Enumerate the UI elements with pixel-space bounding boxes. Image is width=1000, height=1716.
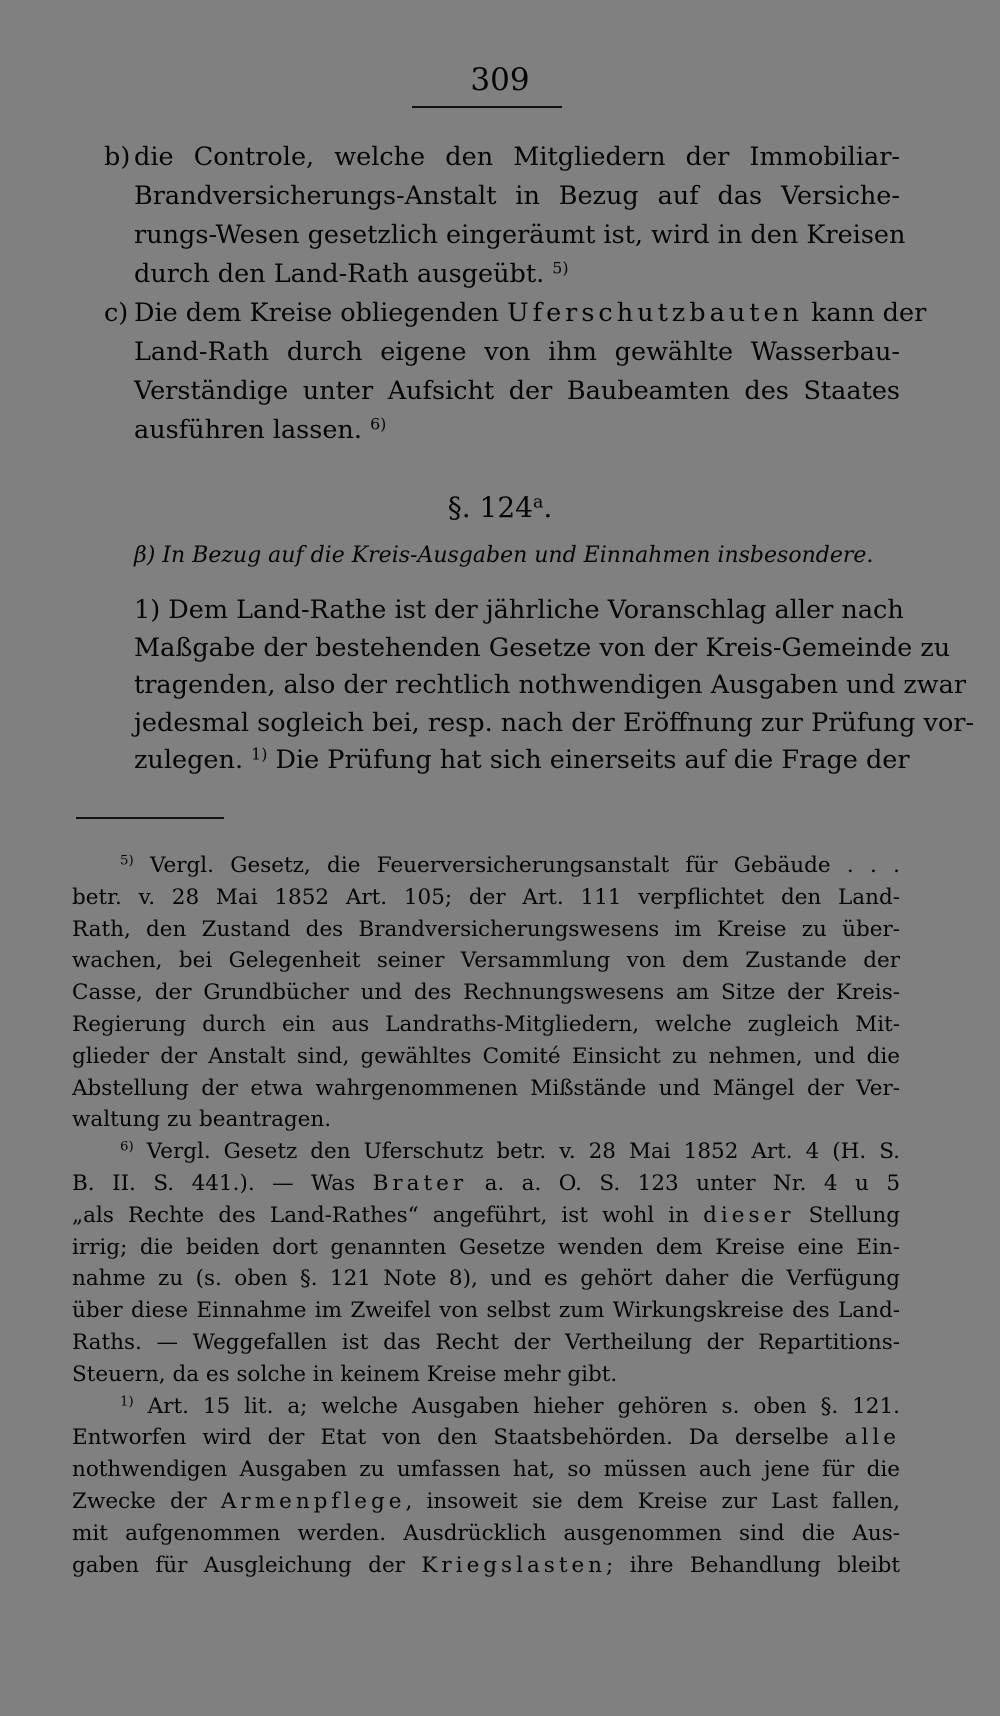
text-line: wachen, bei Gelegenheit seiner Versammlung von dem Zustande der xyxy=(72,948,900,974)
text-segment: B. II. S. 441.). — Was xyxy=(72,1170,356,1196)
text-line: Abstellung der etwa wahrgenommenen Mißstände und Mängel der Ver- xyxy=(72,1075,900,1101)
emphasized-term: Brater xyxy=(372,1170,468,1196)
text-line: tragenden, also der rechtlich nothwendigen Ausgaben und zwar xyxy=(134,670,967,700)
text-segment: a. a. O. S. 123 unter Nr. 4 u 5 xyxy=(484,1170,901,1196)
emphasized-term: alle xyxy=(844,1425,901,1451)
text-segment: Zwecke der xyxy=(72,1488,207,1514)
text-segment: , insoweit sie dem Kreise zur Last fallen, xyxy=(405,1488,900,1514)
emphasized-term: Armenpflege xyxy=(220,1488,406,1514)
section-heading xyxy=(0,490,1000,526)
text-line xyxy=(72,1168,900,1200)
page-number: 309 xyxy=(470,62,530,98)
text-line: Maßgabe der bestehenden Gesetze von der Kreis-Gemeinde zu xyxy=(134,632,951,663)
text-line: Casse, der Grundbücher und des Rechnungswesens am Sitze der Kreis- xyxy=(72,980,900,1006)
footnote-ref: 6) xyxy=(370,414,387,434)
text-line: Steuern, da es solche in keinem Kreise mehr gibt. xyxy=(72,1361,618,1387)
footnote-number: 5) xyxy=(120,853,134,869)
text-line: nahme zu (s. oben §. 121 Note 8), und es gehört daher die Verfügung xyxy=(72,1266,900,1292)
text-line: die Controle, welche den Mitgliedern der Immobiliar- xyxy=(134,142,900,172)
emphasized-term: Kriegslasten xyxy=(421,1552,607,1578)
footnote-ref: 5) xyxy=(552,258,569,278)
item-marker: b) xyxy=(104,142,131,172)
footnote-number: 6) xyxy=(120,1139,134,1155)
text-line: über diese Einnahme im Zweifel von selbst zum Wirkungskreise des Land- xyxy=(72,1298,900,1324)
text-segment: Stellung xyxy=(808,1202,900,1228)
text-line: Rath, den Zustand des Brandversicherungswesens im Kreise zu über- xyxy=(72,916,900,942)
text-line xyxy=(134,742,910,780)
text-line: mit aufgenommen werden. Ausdrücklich ausgenommen sind die Aus- xyxy=(72,1520,900,1546)
text-segment: Vergl. Gesetz, die Feuerversicherungsanstalt für Gebäude . . . xyxy=(149,853,900,878)
text-line: waltung zu beantragen. xyxy=(72,1107,332,1133)
text-line: nothwendigen Ausgaben zu umfassen hat, so müssen auch jene für die xyxy=(72,1457,900,1483)
text-line: jedesmal sogleich bei, resp. nach der Eröffnung zur Prüfung vor- xyxy=(134,707,975,738)
text-segment: Entworfen wird der Etat von den Staatsbehörden. Da derselbe xyxy=(72,1425,829,1451)
text-segment: „als Rechte des Land-Rathes“ angeführt, ist wohl in xyxy=(72,1202,690,1228)
text-line xyxy=(72,1136,900,1168)
section-suffix: a xyxy=(532,492,544,513)
text-line: betr. v. 28 Mai 1852 Art. 105; der Art. 111 verpflichtet den Land- xyxy=(72,884,900,910)
text-line: glieder der Anstalt sind, gewähltes Comité Einsicht zu nehmen, und die xyxy=(72,1043,900,1069)
emphasized-term: dieser xyxy=(703,1202,795,1228)
footnote-5 xyxy=(72,850,900,1136)
text-line xyxy=(72,1200,900,1232)
footnote-rule xyxy=(76,817,224,819)
footnote-6 xyxy=(72,1136,900,1390)
text-line xyxy=(134,255,900,294)
text-line xyxy=(72,1391,900,1423)
text-line: irrig; die beiden dort genannten Gesetze wenden dem Kreise eine Ein- xyxy=(72,1234,900,1260)
text-segment: Die dem Kreise obliegenden xyxy=(134,298,500,328)
paragraph xyxy=(134,592,975,780)
section-subheading: β) In Bezug auf die Kreis-Ausgaben und Einnahmen insbesondere. xyxy=(134,543,874,568)
main-text xyxy=(98,138,927,450)
text-segment: zulegen. xyxy=(134,745,244,775)
text-segment: ausführen lassen. xyxy=(134,415,362,445)
text-segment: Art. 15 lit. a; welche Ausgaben hieher gehören s. oben §. 121. xyxy=(147,1393,900,1419)
text-segment: gaben für Ausgleichung der xyxy=(72,1552,405,1578)
text-line xyxy=(134,411,900,450)
text-segment: ; ihre Behandlung bleibt xyxy=(606,1552,900,1578)
text-line xyxy=(72,1550,900,1582)
text-line: Regierung durch ein aus Landraths-Mitgliedern, welche zugleich Mit- xyxy=(72,1011,900,1037)
text-line: Verständige unter Aufsicht der Baubeamten des Staates xyxy=(134,376,900,406)
footnote-number: 1) xyxy=(120,1394,134,1410)
emphasized-term: Uferschutzbauten xyxy=(507,298,803,328)
text-segment: durch den Land-Rath ausgeübt. xyxy=(134,259,545,289)
text-segment: kann der xyxy=(811,298,927,328)
header-rule xyxy=(412,106,562,108)
section-period: . xyxy=(543,491,553,524)
text-line: 1) Dem Land-Rathe ist der jährliche Voranschlag aller nach xyxy=(134,595,904,625)
section-number: §. 124 xyxy=(447,491,533,524)
text-line: Brandversicherungs-Anstalt in Bezug auf das Versiche- xyxy=(134,181,900,211)
text-line xyxy=(134,294,927,333)
text-line xyxy=(72,850,900,882)
text-line xyxy=(72,1486,900,1518)
text-line: rungs-Wesen gesetzlich eingeräumt ist, wird in den Kreisen xyxy=(134,220,906,250)
item-marker: c) xyxy=(104,298,129,328)
footnote-1 xyxy=(72,1391,900,1582)
footnotes xyxy=(72,850,900,1581)
text-line: Raths. — Weggefallen ist das Recht der Vertheilung der Repartitions- xyxy=(72,1329,900,1355)
text-segment: Vergl. Gesetz den Uferschutz betr. v. 28 Mai 1852 Art. 4 (H. S. xyxy=(146,1139,900,1165)
list-item-c xyxy=(98,294,927,450)
footnote-ref: 1) xyxy=(251,744,268,764)
text-line xyxy=(72,1422,900,1454)
list-item-b xyxy=(98,138,906,294)
text-line: Land-Rath durch eigene von ihm gewählte Wasserbau- xyxy=(134,337,900,367)
text-segment: Die Prüfung hat sich einerseits auf die Frage der xyxy=(275,745,910,775)
